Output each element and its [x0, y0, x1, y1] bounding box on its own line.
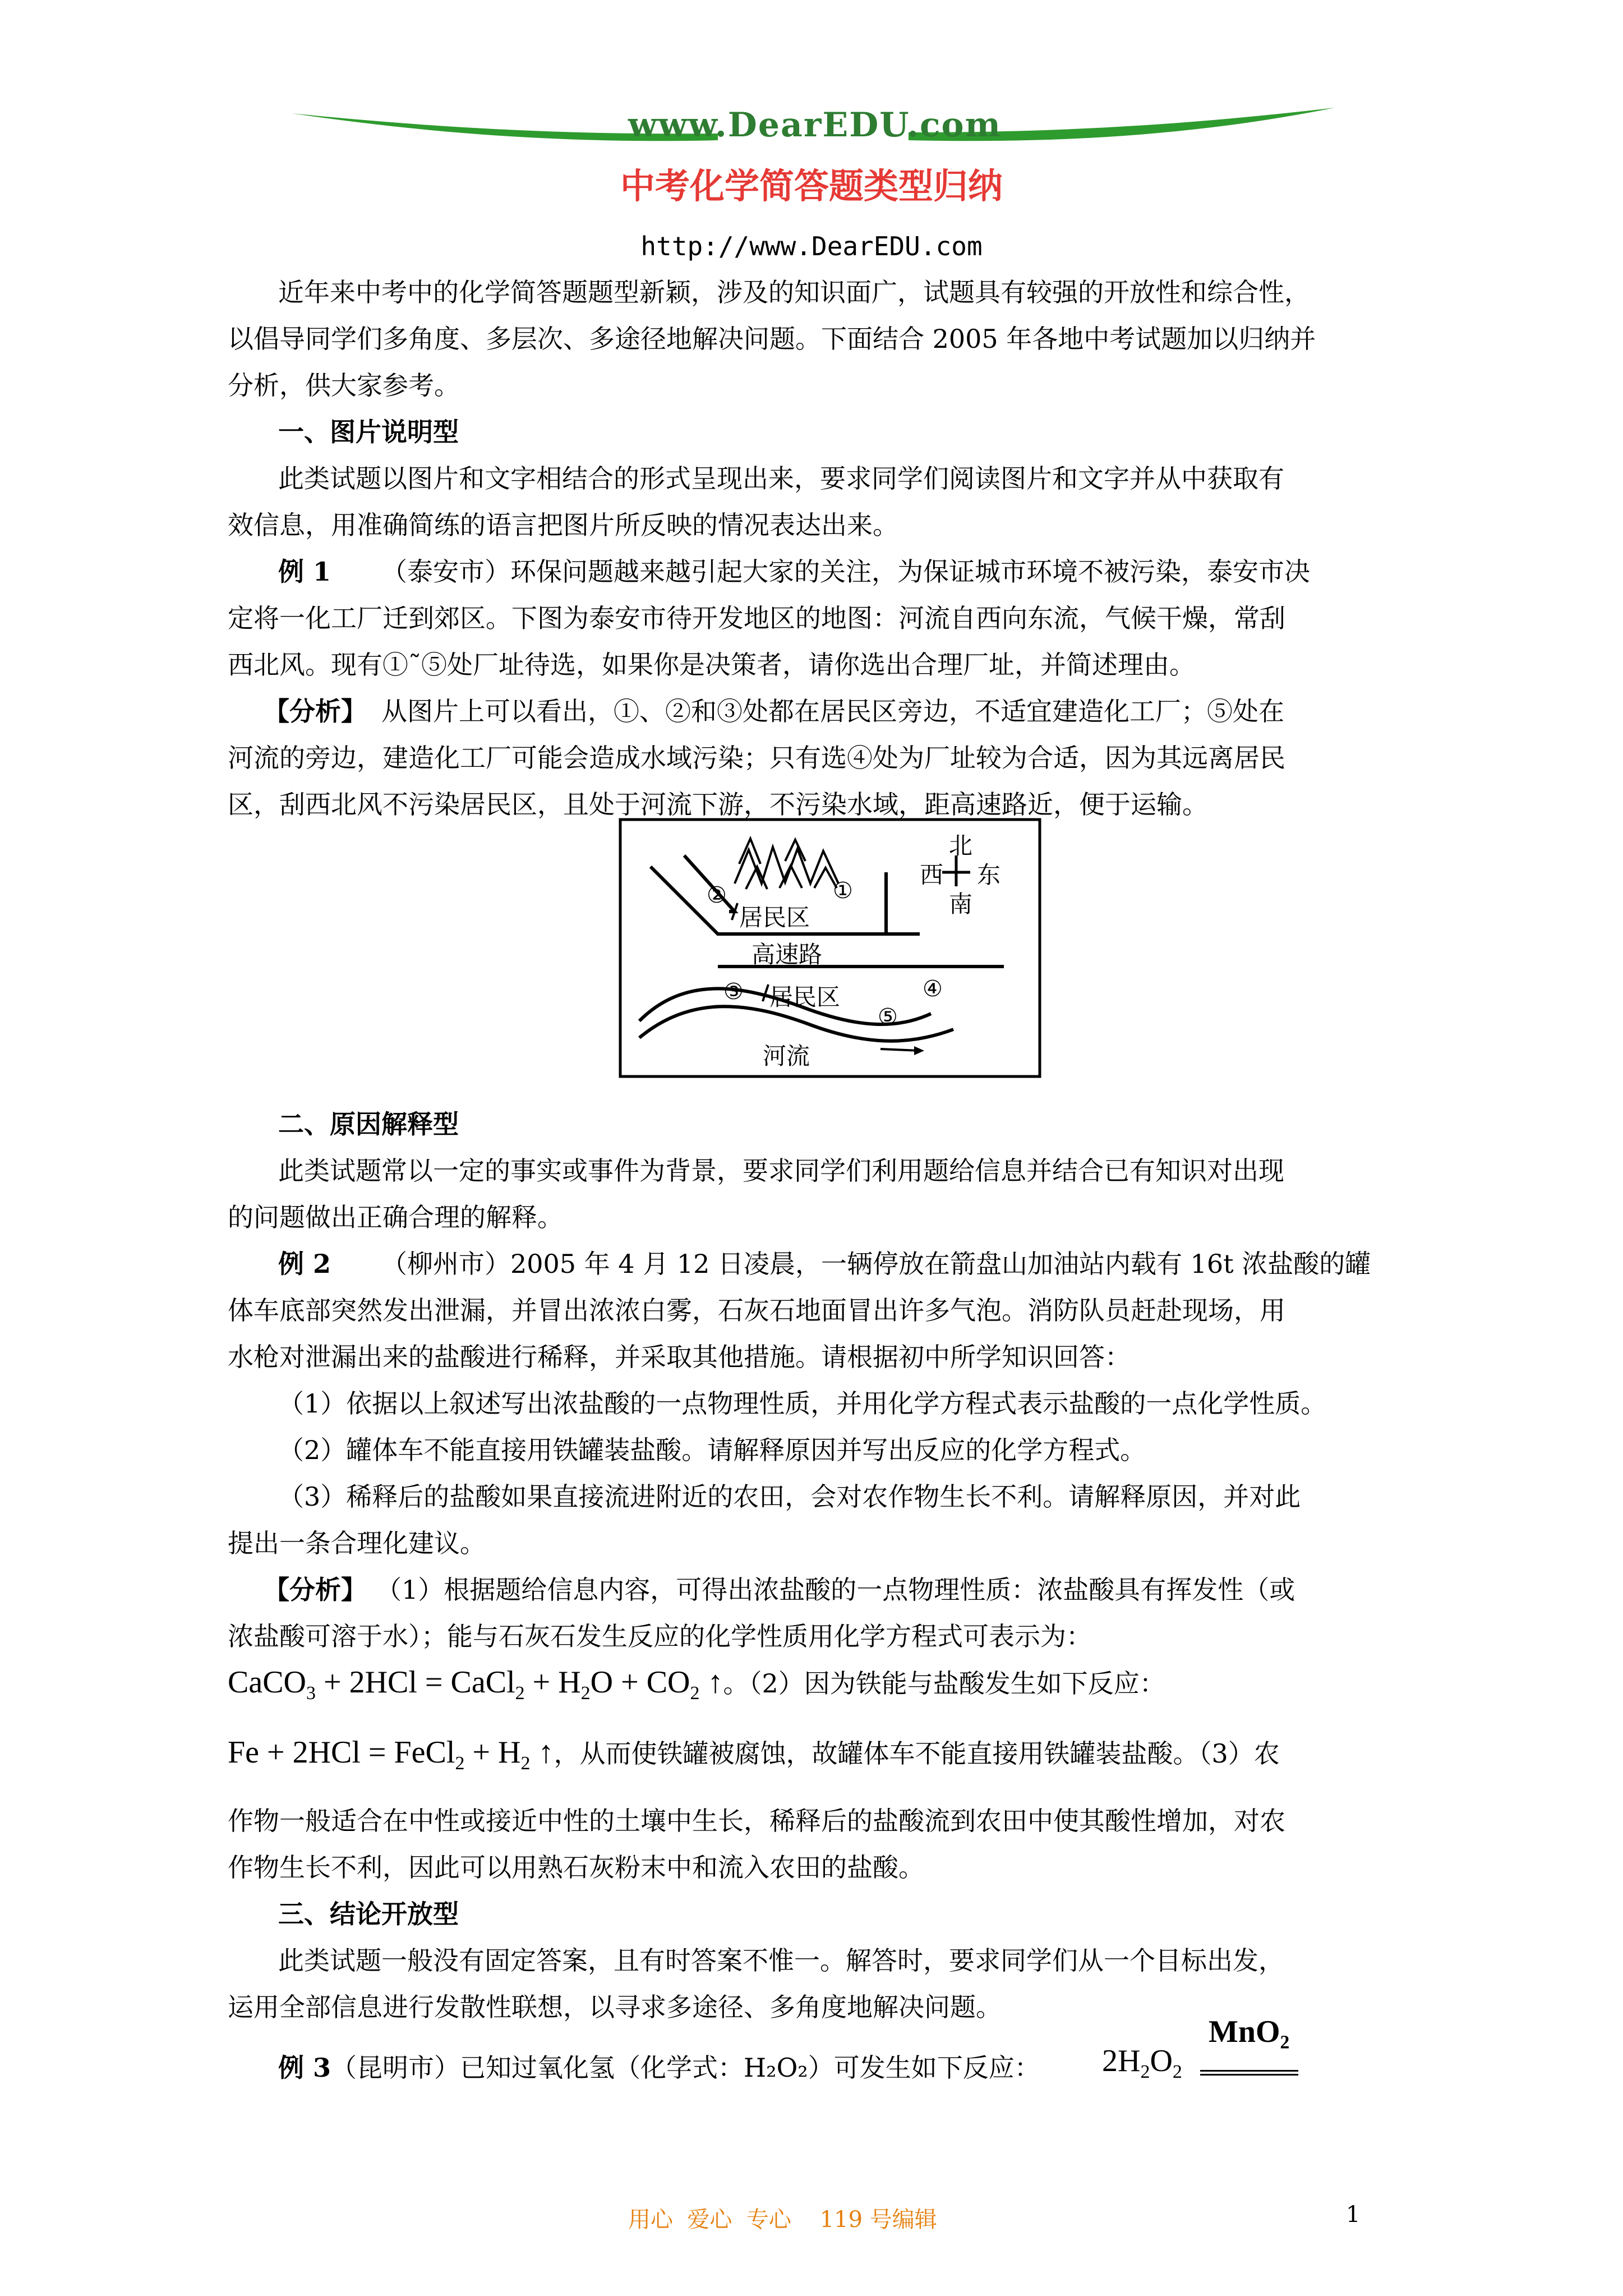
intro-line-3: 分析，供大家参考。 [228, 370, 460, 401]
map-highway-label: 高速路 [751, 941, 823, 968]
question-3-line-2: 提出一条合理化建议。 [228, 1528, 486, 1558]
equation-h2o2: $2H_2O_2$ [1102, 2044, 1182, 2082]
map-north-label: 北 [949, 832, 973, 859]
example-1-line-3: 西北风。现有①˜⑤处厂址待选，如果你是决策者，请你选出合理厂址，并简述理由。 [228, 650, 1195, 680]
equation-2-after: ，从而使铁罐被腐蚀，故罐体车不能直接用铁罐装盐酸。（3）农 [554, 1738, 1280, 1769]
section-heading-2: 二、原因解释型 [278, 1109, 459, 1139]
map-west-label: 西 [920, 861, 944, 889]
intro-line-1: 近年来中考中的化学简答题题型新颖，涉及的知识面广，试题具有较强的开放性和综合性， [278, 277, 1310, 307]
example-3-label: 例 3 [278, 2053, 331, 2083]
map-residential-bottom: 居民区 [769, 983, 841, 1011]
map-site-1: ① [833, 878, 853, 904]
analysis-1-line-1: 从图片上可以看出，①、②和③处都在居民区旁边，不适宜建造化工厂；⑤处在 [381, 696, 1284, 726]
section3-desc-2: 运用全部信息进行发散性联想，以寻求多途径、多角度地解决问题。 [228, 1992, 1002, 2022]
map-site-5: ⑤ [878, 1004, 898, 1030]
example-2-line-2: 体车底部突然发出泄漏，并冒出浓浓白雾，石灰石地面冒出许多气泡。消防队员赶赴现场，用 [228, 1295, 1285, 1326]
map-site-4: ④ [923, 976, 943, 1002]
equation-1-after: 。（2）因为铁能与盐酸发生如下反应： [723, 1668, 1165, 1699]
equation-caco3-hcl: CaCO$_3$ + 2HCl = CaCl$_2$ + $H_2O + CO_2$ ↑ [228, 1665, 723, 1704]
site-banner [292, 95, 1335, 157]
question-3-line-1: （3）稀释后的盐酸如果直接流进附近的农田，会对农作物生长不利。请解释原因，并对此 [278, 1481, 1301, 1512]
example-3-line [278, 2047, 1040, 2085]
footer-text: 用心 爱心 专心 119 号编辑 [628, 2207, 937, 2233]
analysis-2-end-1: 作物一般适合在中性或接近中性的土壤中生长，稀释后的盐酸流到农田中使其酸性增加，对农 [228, 1806, 1285, 1836]
analysis-1-line-3: 区，刮西北风不污染居民区，且处于河流下游，不污染水域，距高速路近，便于运输。 [228, 789, 1208, 820]
map-east-label: 东 [977, 861, 1001, 889]
catalyst-label: MnO₂ [1209, 2014, 1290, 2049]
source-url[interactable]: http://www.DearEDU.com [640, 231, 983, 261]
example-3-text: （昆明市）已知过氧化氢（化学式：H₂O₂）可发生如下反应： [331, 2053, 1040, 2083]
equation-1-line [228, 1663, 1165, 1704]
section-heading-3: 三、结论开放型 [278, 1899, 459, 1929]
example-2-label: 例 2 [278, 1249, 331, 1279]
example-1-line-1: （泰安市）环保问题越来越引起大家的关注，为保证城市环境不被污染，泰安市决 [381, 556, 1310, 587]
map-site-3: ③ [723, 979, 744, 1005]
section3-desc-1: 此类试题一般没有固定答案，且有时答案不惟一。解答时，要求同学们从一个目标出发， [278, 1945, 1284, 1976]
analysis-1-line-2: 河流的旁边，建造化工厂可能会造成水域污染；只有选④处为厂址较为合适，因为其远离居民 [228, 743, 1285, 773]
example-1-label: 例 1 [278, 556, 331, 587]
site-banner-text[interactable]: www.DearEDU.com [628, 105, 1002, 145]
analysis-2-label: 【分析】 [264, 1575, 367, 1605]
analysis-2-line-1: （1）根据题给信息内容，可得出浓盐酸的一点物理性质：浓盐酸具有挥发性（或 [376, 1575, 1295, 1605]
section-heading-1: 一、图片说明型 [278, 417, 459, 447]
question-1: （1）依据以上叙述写出浓盐酸的一点物理性质，并用化学方程式表示盐酸的一点化学性质。 [278, 1388, 1327, 1419]
example-2-line-1: （柳州市）2005 年 4 月 12 日凌晨，一辆停放在箭盘山加油站内载有 16t 浓盐酸的罐 [381, 1249, 1371, 1279]
mountain-icon [735, 839, 838, 889]
map-residential-top: 居民区 [739, 904, 810, 931]
section2-desc-1: 此类试题常以一定的事实或事件为背景，要求同学们利用题给信息并结合已有知识对出现 [278, 1156, 1284, 1186]
analysis-2-line-2: 浓盐酸可溶于水）；能与石灰石发生反应的化学性质用化学方程式可表示为： [228, 1621, 1092, 1651]
section1-desc-2: 效信息，用准确简练的语言把图片所反映的情况表达出来。 [228, 510, 898, 540]
example-1-line-2: 定将一化工厂迁到郊区。下图为泰安市待开发地区的地图：河流自西向东流，气候干燥，常刮 [228, 603, 1285, 633]
intro-line-2: 以倡导同学们多角度、多层次、多途径地解决问题。下面结合 2005 年各地中考试题加以归纳并 [228, 324, 1316, 354]
site-map-drawing [617, 816, 1043, 1080]
equation-2-line [228, 1733, 1280, 1774]
section1-desc-1: 此类试题以图片和文字相结合的形式呈现出来，要求同学们阅读图片和文字并从中获取有 [278, 463, 1284, 494]
analysis-2-end-2: 作物生长不利，因此可以用熟石灰粉末中和流入农田的盐酸。 [228, 1852, 924, 1883]
map-site-2: ② [707, 882, 727, 908]
reaction-double-line [1200, 2070, 1298, 2076]
page-title: 中考化学简答题类型归纳 [620, 165, 1003, 206]
map-south-label: 南 [949, 890, 973, 918]
equation-fe-hcl: Fe + 2HCl = FeCl$_2$ + $H_2$ ↑ [228, 1735, 554, 1774]
page-number: 1 [1346, 2202, 1361, 2228]
site-map-figure [617, 816, 1043, 1080]
map-river-label: 河流 [763, 1042, 810, 1070]
section2-desc-2: 的问题做出正确合理的解释。 [228, 1202, 563, 1232]
question-2: （2）罐体车不能直接用铁罐装盐酸。请解释原因并写出反应的化学方程式。 [278, 1435, 1146, 1465]
example-2-line-3: 水枪对泄漏出来的盐酸进行稀释，并采取其他措施。请根据初中所学知识回答： [228, 1342, 1131, 1372]
analysis-1-label: 【分析】 [264, 696, 367, 726]
